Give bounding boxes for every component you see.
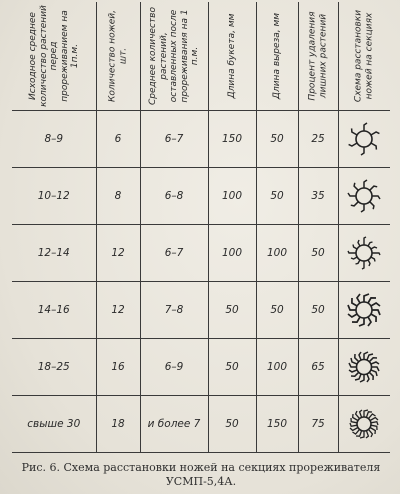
cell-initial: 14–16 bbox=[12, 282, 96, 339]
cell-remaining: 6–7 bbox=[140, 111, 208, 168]
caption-line-2: УСМП-5,4А. bbox=[165, 475, 237, 488]
cell-initial: 8–9 bbox=[12, 111, 96, 168]
cell-bouquet: 50 bbox=[208, 339, 256, 396]
cell-cut: 100 bbox=[256, 339, 298, 396]
cell-cut: 150 bbox=[256, 396, 298, 453]
table-row bbox=[12, 225, 390, 282]
cell-knives: 12 bbox=[96, 225, 140, 282]
table-header-row bbox=[12, 2, 390, 111]
cell-bouquet: 150 bbox=[208, 111, 256, 168]
cell-percent: 65 bbox=[298, 339, 338, 396]
header-bouquet-length: Длина букета, мм bbox=[208, 2, 256, 111]
cell-cut: 50 bbox=[256, 168, 298, 225]
table-row bbox=[12, 111, 390, 168]
cell-percent: 50 bbox=[298, 282, 338, 339]
knife-scheme-12b-icon bbox=[338, 282, 390, 339]
caption-line-1: Рис. 6. Схема расстановки ножей на секциях прореживателя bbox=[21, 461, 381, 474]
cell-remaining: 6–9 bbox=[140, 339, 208, 396]
cell-percent: 25 bbox=[298, 111, 338, 168]
knife-scheme-8-icon bbox=[338, 168, 390, 225]
cell-knives: 8 bbox=[96, 168, 140, 225]
cell-remaining: и более 7 bbox=[140, 396, 208, 453]
cell-bouquet: 100 bbox=[208, 168, 256, 225]
cell-percent: 75 bbox=[298, 396, 338, 453]
cell-cut: 50 bbox=[256, 111, 298, 168]
cell-cut: 50 bbox=[256, 282, 298, 339]
header-knife-scheme: Схема расстановки ножей на секциях bbox=[338, 2, 390, 111]
header-knife-count: Количество ножей, шт. bbox=[96, 2, 140, 111]
cell-initial: свыше 30 bbox=[12, 396, 96, 453]
cell-knives: 6 bbox=[96, 111, 140, 168]
header-removal-percent: Процент удаления лишних растений bbox=[298, 2, 338, 111]
knife-scheme-18-icon bbox=[338, 396, 390, 453]
cell-initial: 12–14 bbox=[12, 225, 96, 282]
knife-scheme-16-icon bbox=[338, 339, 390, 396]
table-row bbox=[12, 168, 390, 225]
cell-remaining: 6–8 bbox=[140, 168, 208, 225]
figure-caption bbox=[16, 461, 386, 489]
cell-bouquet: 50 bbox=[208, 396, 256, 453]
table-row bbox=[12, 339, 390, 396]
cell-bouquet: 100 bbox=[208, 225, 256, 282]
cell-knives: 12 bbox=[96, 282, 140, 339]
cell-remaining: 6–7 bbox=[140, 225, 208, 282]
cell-percent: 35 bbox=[298, 168, 338, 225]
header-initial-plants: Исходное среднее количество растений перед прореживанием на 1п.м. bbox=[12, 2, 96, 111]
table-row bbox=[12, 396, 390, 453]
cell-knives: 16 bbox=[96, 339, 140, 396]
header-remaining-plants: Среднее количество растений, оставленных после прореживания на 1 п.м. bbox=[140, 2, 208, 111]
knife-arrangement-table bbox=[12, 2, 390, 453]
table-row bbox=[12, 282, 390, 339]
cell-cut: 100 bbox=[256, 225, 298, 282]
cell-remaining: 7–8 bbox=[140, 282, 208, 339]
cell-knives: 18 bbox=[96, 396, 140, 453]
header-cut-length: Длина вырезa, мм bbox=[256, 2, 298, 111]
cell-initial: 10–12 bbox=[12, 168, 96, 225]
knife-scheme-6-icon bbox=[338, 111, 390, 168]
cell-percent: 50 bbox=[298, 225, 338, 282]
knife-scheme-12a-icon bbox=[338, 225, 390, 282]
cell-initial: 18–25 bbox=[12, 339, 96, 396]
cell-bouquet: 50 bbox=[208, 282, 256, 339]
